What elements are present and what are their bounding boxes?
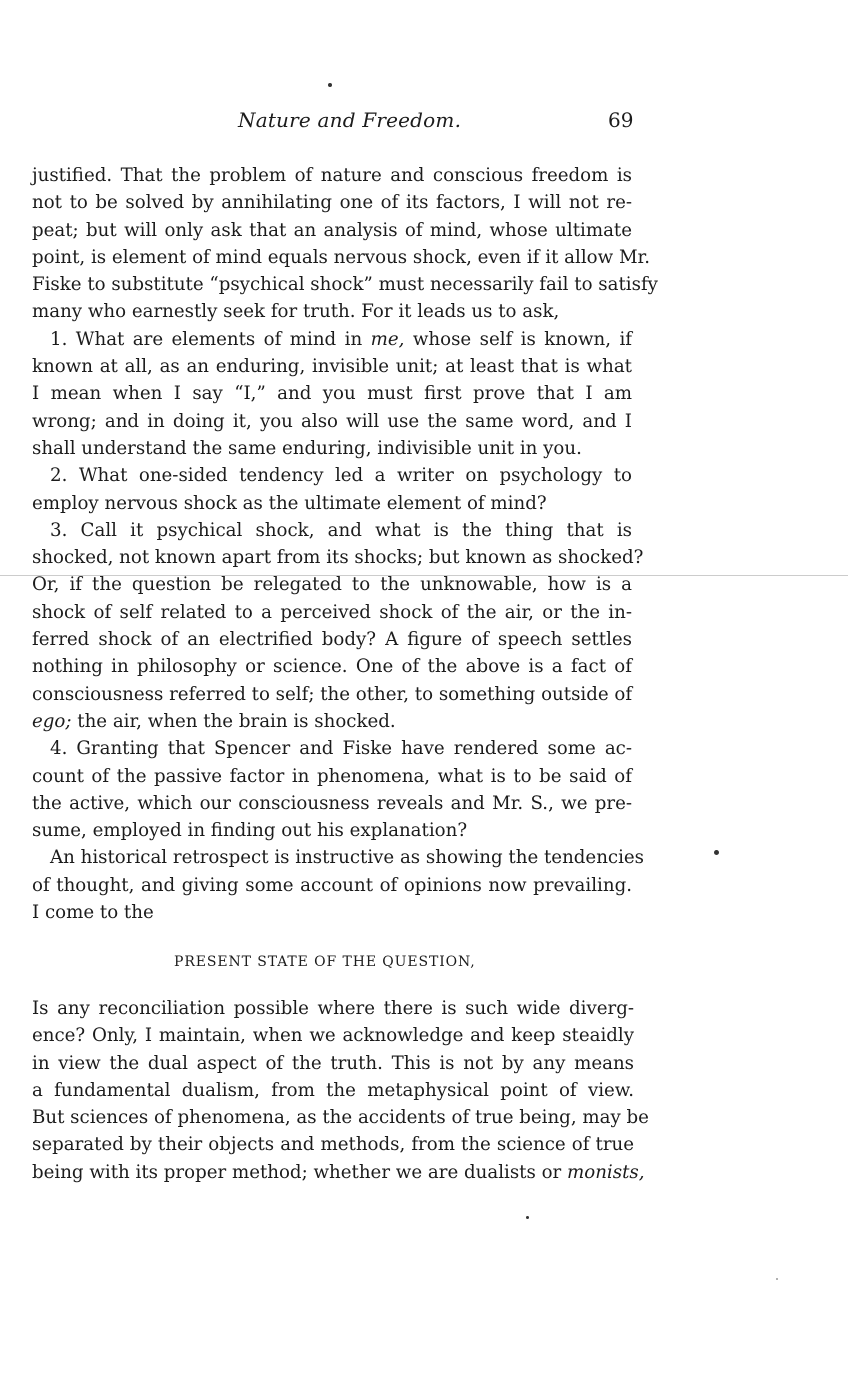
question-1-first-line	[32, 326, 632, 353]
text-line: shall understand the same enduring, indivisible unit in you.	[32, 437, 582, 459]
text-line: 4. Granting that Spencer and Fiske have rendered some ac-	[50, 738, 632, 760]
text-line: I mean when I say “I,” and you must first prove that I am	[32, 383, 632, 405]
text-line: An historical retrospect is instructive as showing the tendencies	[50, 847, 645, 869]
text-line: ence? Only, I maintain, when we acknowledge and keep steaidly	[32, 1025, 634, 1047]
main-text	[32, 162, 658, 926]
q3-italic: ego;	[32, 710, 72, 732]
q1-start: 1. What are elements of mind in	[50, 328, 371, 350]
text-line: shock of self related to a perceived shock of the air, or the in-	[32, 601, 632, 623]
text-line: Is any reconciliation possible where there is such wide diverg-	[32, 998, 634, 1019]
text-line: count of the passive factor in phenomena, what is to be said of	[32, 765, 632, 787]
final-line-text: being with its proper method; whether we are dualists or	[32, 1161, 568, 1183]
section-heading: PRESENT STATE OF THE QUESTION,	[174, 954, 476, 970]
text-line: the active, which our consciousness reveals and Mr. S., we pre-	[32, 792, 632, 814]
text-line: in view the dual aspect of the truth. This is not by any means	[32, 1052, 634, 1074]
print-speck	[328, 83, 332, 87]
text-line: consciousness referred to self; the other, to something outside of	[32, 683, 633, 705]
text-line: peat; but will only ask that an analysis of mind, whose ultimate	[32, 219, 632, 241]
text-line: But sciences of phenomena, as the accidents of true being, may be	[32, 1107, 649, 1129]
text-line: Fiske to substitute “psychical shock” must necessarily fail to satisfy	[32, 274, 658, 296]
text-line: ferred shock of an electrified body? A figure of speech settles	[32, 629, 632, 651]
text-line: justified. That the problem of nature and conscious freedom is	[32, 165, 632, 186]
text-line: nothing in philosophy or science. One of the above is a fact of	[32, 656, 632, 678]
text-line: wrong; and in doing it, you also will use the same word, and I	[32, 410, 632, 432]
text-line: of thought, and giving some account of opinions now prevailing.	[32, 874, 632, 896]
running-title: Nature and Freedom.	[238, 108, 462, 132]
question-3-last-line	[32, 708, 632, 735]
text-line: I come to the	[32, 902, 154, 924]
print-speck	[776, 1278, 778, 1280]
text-line: point, is element of mind equals nervous shock, even if it allow Mr.	[32, 246, 651, 268]
text-line: separated by their objects and methods, from the science of true	[32, 1134, 634, 1156]
text-line: 2. What one-sided tendency led a writer on psychology to	[50, 465, 632, 487]
text-line: 3. Call it psychical shock, and what is the thing that is	[50, 519, 632, 541]
text-line: known at all, as an enduring, invisible unit; at least that is what	[32, 356, 632, 378]
final-line-italic: monists,	[567, 1161, 645, 1183]
text-line: many who earnestly seek for truth. For it leads us to ask,	[32, 301, 560, 323]
text-line: Or, if the question be relegated to the unknowable, how is a	[32, 574, 632, 596]
q1-italic: me,	[370, 328, 405, 350]
text-line: sume, employed in finding out his explanation?	[32, 820, 468, 842]
text-line: a fundamental dualism, from the metaphysical point of view.	[32, 1079, 634, 1101]
print-speck	[526, 1216, 529, 1219]
q3-rest: the air, when the brain is shocked.	[71, 710, 396, 732]
page-number: 69	[608, 108, 634, 132]
q1-rest: whose self is known, if	[404, 328, 632, 350]
text-line: shocked, not known apart from its shocks; but known as shocked?	[32, 547, 644, 569]
running-header	[0, 108, 848, 138]
final-line	[32, 1159, 645, 1186]
second-paragraph	[32, 995, 649, 1186]
text-line: employ nervous shock as the ultimate element of mind?	[32, 492, 547, 514]
print-speck	[714, 850, 719, 855]
text-line: not to be solved by annihilating one of its factors, I will not re-	[32, 192, 632, 214]
